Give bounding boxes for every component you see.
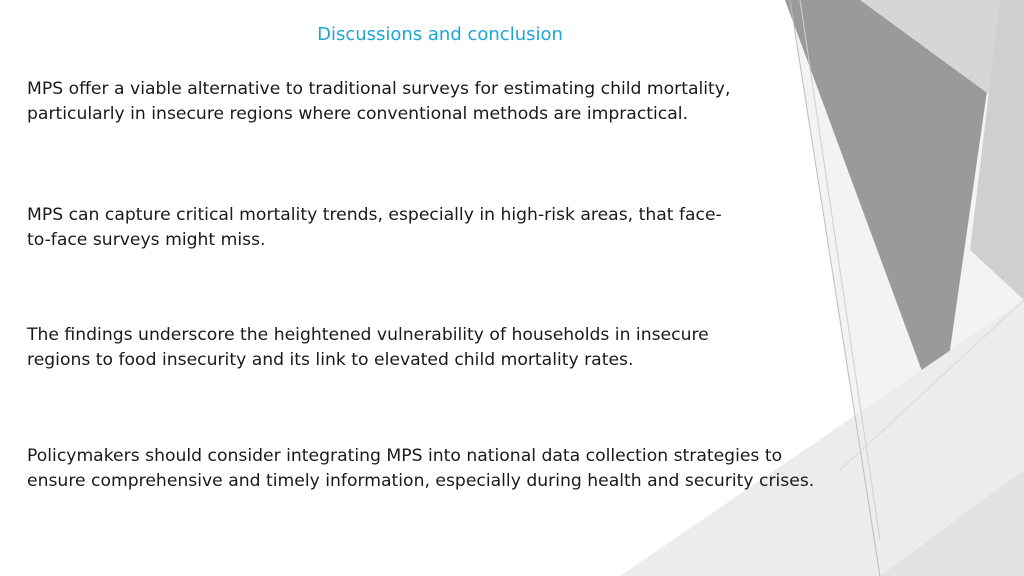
paragraph-4 [27, 444, 814, 494]
paragraph-2-line-2: to-face surveys might miss. [27, 230, 266, 250]
paragraph-4-line-1: Policymakers should consider integrating MPS into national data collection strategies to [27, 446, 783, 466]
paragraph-2 [27, 203, 722, 253]
paragraph-3-line-1: The findings underscore the heightened vulnerability of households in insecure [27, 325, 709, 345]
slide-title: Discussions and conclusion [317, 24, 563, 45]
paragraph-2-line-1: MPS can capture critical mortality trends, especially in high-risk areas, that face- [27, 205, 722, 225]
paragraph-1-line-1: MPS offer a viable alternative to traditional surveys for estimating child mortality, [27, 79, 731, 99]
paragraph-1 [27, 77, 730, 127]
paragraph-4-line-2: ensure comprehensive and timely information, especially during health and security crises. [27, 471, 815, 491]
paragraph-3-line-2: regions to food insecurity and its link to elevated child mortality rates. [27, 350, 634, 370]
paragraph-3 [27, 323, 709, 373]
paragraph-1-line-2: particularly in insecure regions where conventional methods are impractical. [27, 104, 689, 124]
